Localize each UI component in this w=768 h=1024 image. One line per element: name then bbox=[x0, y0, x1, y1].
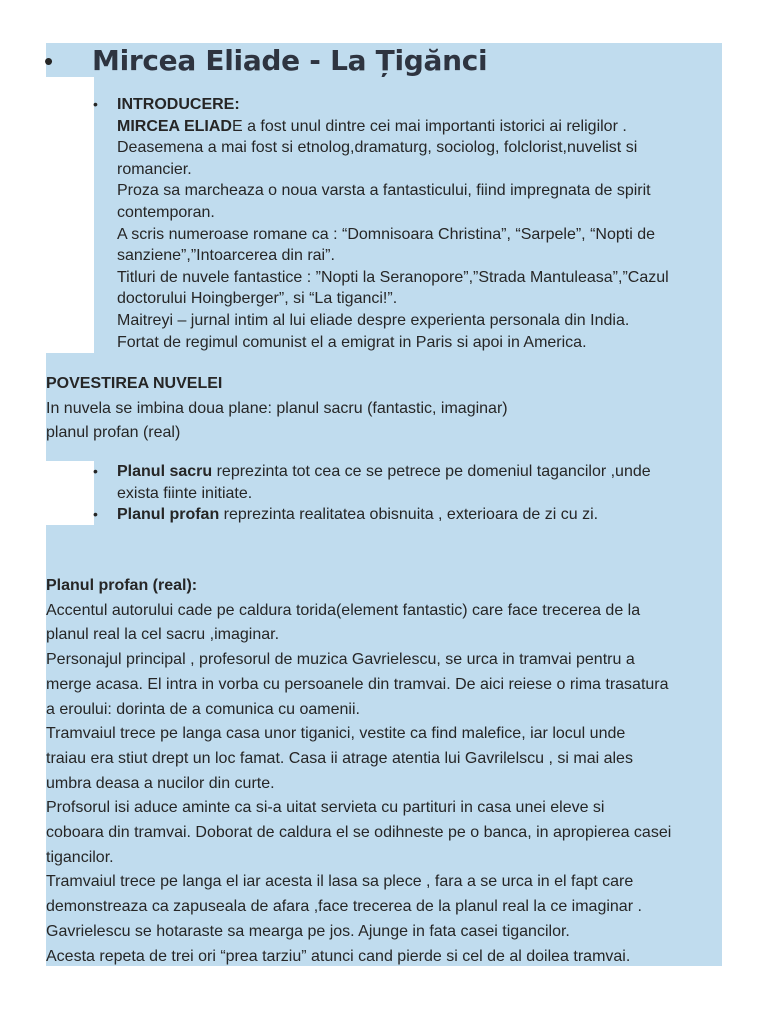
plane-text: reprezinta tot cea ce se petrece pe domeniul tagancilor ,unde bbox=[212, 463, 651, 480]
plane-line bbox=[117, 461, 721, 483]
plane-line: exista fiinte initiate. bbox=[117, 484, 253, 502]
story-heading: POVESTIREA NUVELEI bbox=[46, 375, 223, 392]
profan-line: a eroului: dorinta de a comunica cu oamenii. bbox=[46, 700, 360, 718]
intro-line: Deasemena a mai fost si etnolog,dramaturg, sociolog, folclorist,nuvelist si bbox=[117, 139, 638, 157]
intro-item bbox=[93, 94, 721, 353]
intro-line: sanziene”,”Intoarcerea din rai”. bbox=[117, 247, 335, 265]
story-line: planul profan (real) bbox=[46, 424, 181, 441]
profan-line: Tramvaiul trece pe langa casa unor tiganici, vestite ca find malefice, iar locul unde bbox=[46, 725, 626, 743]
intro-line: romancier. bbox=[117, 160, 192, 178]
profan-line: Gavrielescu se hotaraste sa mearga pe jos. Ajunge in fata casei tigancilor. bbox=[46, 922, 570, 940]
intro-line: doctorului Hoingberger”, si “La tiganci!”. bbox=[117, 290, 398, 308]
plane-label: Planul sacru bbox=[117, 463, 213, 480]
profan-section bbox=[46, 574, 724, 969]
story-line: In nuvela se imbina doua plane: planul sacru (fantastic, imaginar) bbox=[46, 399, 508, 417]
profan-line: tigancilor. bbox=[46, 848, 114, 866]
plane-text: reprezinta realitatea obisnuita , exterioara de zi cu zi. bbox=[219, 506, 599, 524]
plane-line bbox=[117, 504, 721, 526]
intro-line-text: E a fost unul dintre cei mai importanti istorici ai religilor . bbox=[231, 117, 627, 135]
planes-list bbox=[93, 461, 721, 526]
intro-list bbox=[93, 94, 721, 353]
profan-line: Personajul principal , profesorul de muzica Gavrielescu, se urca in tramvai pentru a bbox=[46, 651, 635, 669]
intro-line: A scris numeroase romane ca : “Domnisoara Christina”, “Sarpele”, “Nopti de bbox=[117, 225, 655, 243]
plane-label: Planul profan bbox=[117, 506, 220, 524]
profan-line: Tramvaiul trece pe langa el iar acesta il lasa sa plece , fara a se urca in el fapt care bbox=[46, 873, 634, 891]
profan-line: traiau era stiut drept un loc famat. Casa ii atrage atentia lui Gavrilelscu , si mai ales bbox=[46, 749, 633, 767]
author-name: MIRCEA ELIAD bbox=[117, 117, 232, 135]
document-title: Mircea Eliade - La Țigănci bbox=[92, 44, 488, 77]
plane-item-sacru bbox=[93, 461, 721, 504]
intro-line: Maitreyi – jurnal intim al lui eliade despre experienta personala din India. bbox=[117, 311, 630, 329]
title-bullet: • bbox=[44, 46, 54, 76]
profan-line: umbra deasa a nucilor din curte. bbox=[46, 774, 275, 792]
story-section bbox=[46, 372, 726, 446]
profan-line: coboara din tramvai. Doborat de caldura el se odihneste pe o banca, in apropierea casei bbox=[46, 824, 672, 842]
profan-line: Acesta repeta de trei ori “prea tarziu” atunci cand pierde si cel de al doilea tramvai. bbox=[46, 947, 631, 965]
profan-heading: Planul profan (real): bbox=[46, 577, 198, 594]
profan-line: Accentul autorului cade pe caldura torida(element fantastic) care face trecerea de la bbox=[46, 601, 641, 619]
intro-line: Titluri de nuvele fantastice : ”Nopti la Seranopore”,”Strada Mantuleasa”,”Cazul bbox=[117, 268, 669, 286]
profan-line: Profsorul isi aduce aminte ca si-a uitat servieta cu partituri in casa unei eleve si bbox=[46, 799, 605, 817]
intro-line: contemporan. bbox=[117, 203, 215, 221]
title-row bbox=[44, 42, 487, 80]
profan-line: demonstreaza ca zapuseala de afara ,face trecerea de la planul real la ce imaginar . bbox=[46, 898, 642, 916]
intro-line: Fortat de regimul comunist el a emigrat in Paris si apoi in America. bbox=[117, 333, 587, 351]
profan-line: planul real la cel sacru ,imaginar. bbox=[46, 626, 280, 644]
intro-line bbox=[117, 116, 721, 138]
profan-line: merge acasa. El intra in vorba cu persoanele din tramvai. De aici reiese o rima trasatura bbox=[46, 675, 669, 693]
intro-heading: • INTRODUCERE: bbox=[117, 96, 240, 113]
plane-item-profan bbox=[93, 504, 721, 526]
intro-line: Proza sa marcheaza o noua varsta a fantasticului, fiind impregnata de spirit bbox=[117, 182, 651, 200]
